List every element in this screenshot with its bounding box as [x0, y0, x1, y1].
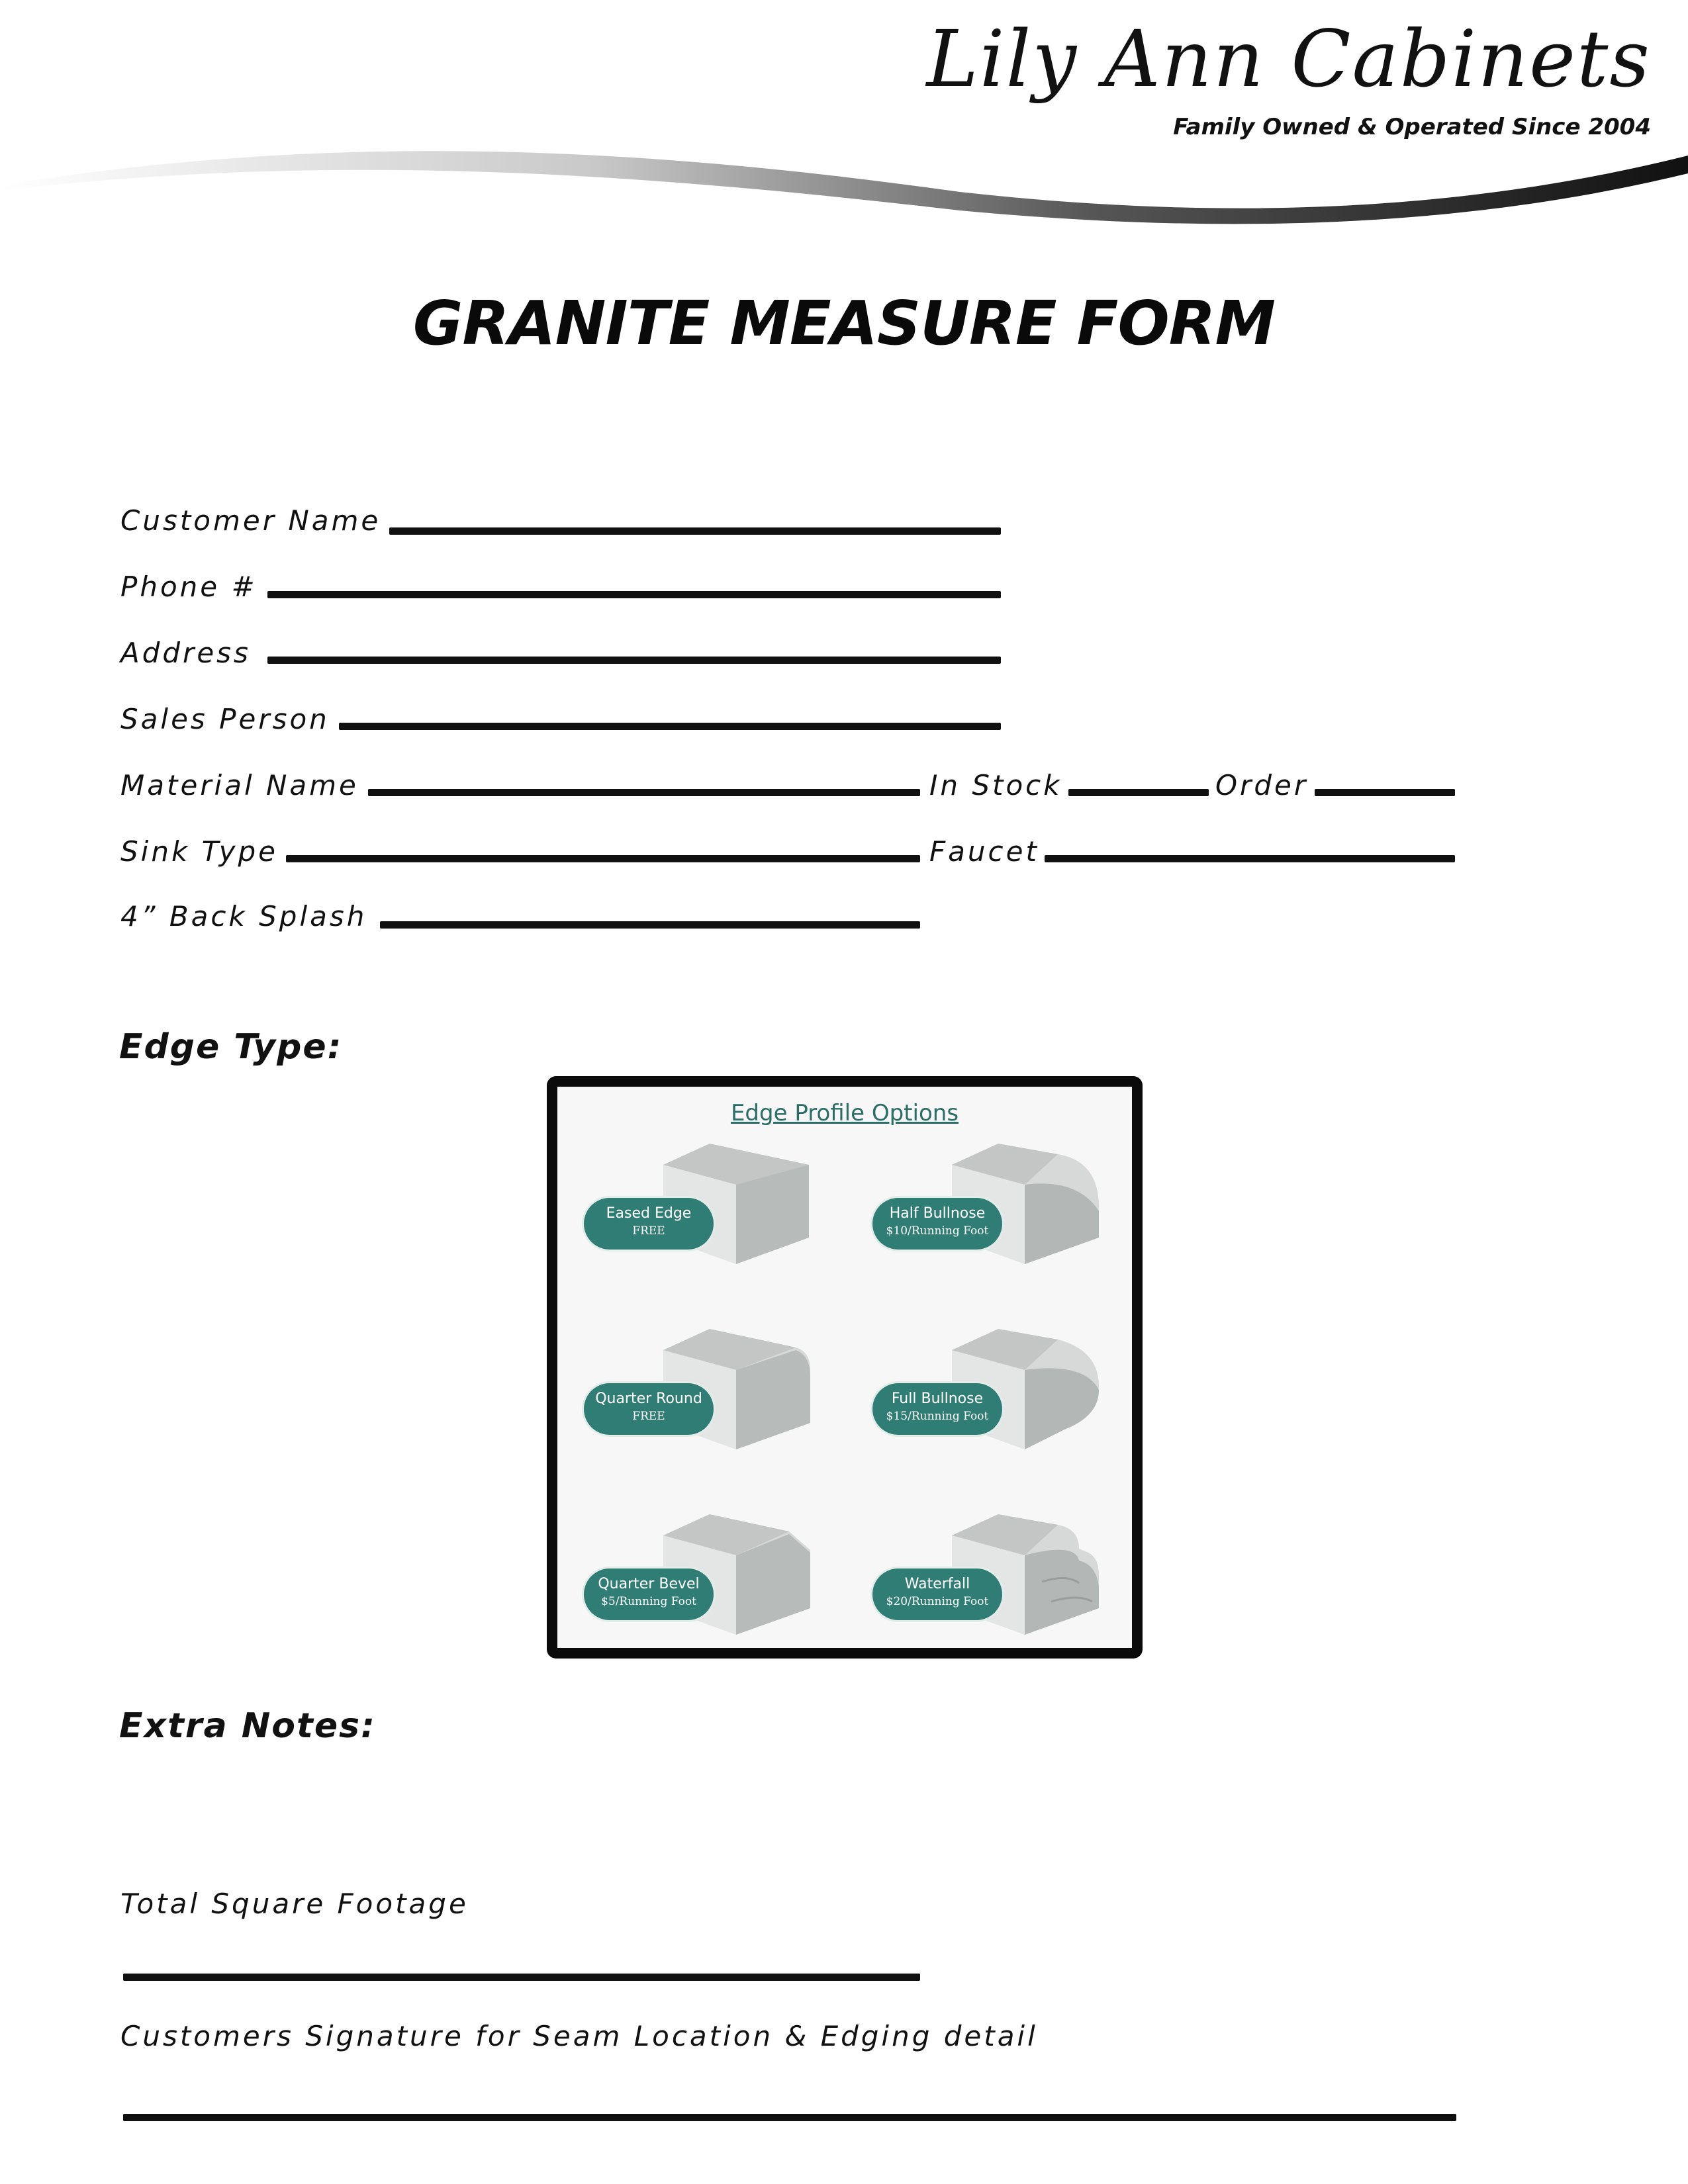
signature-label: Customers Signature for Seam Location & Edging detail [120, 2020, 1038, 2052]
sales-person-label: Sales Person [120, 703, 330, 735]
page-title: GRANITE MEASURE FORM [412, 288, 1276, 359]
edge-panel-title: Edge Profile Options [730, 1100, 959, 1126]
waterfall-name: Waterfall [904, 1576, 970, 1592]
customer-name-line[interactable] [389, 527, 1001, 535]
profile-quarter-round[interactable] [571, 1324, 849, 1476]
profile-quarter-bevel[interactable] [571, 1509, 849, 1661]
extra-notes-heading: Extra Notes: [119, 1706, 376, 1746]
eased-edge-name: Eased Edge [606, 1205, 692, 1222]
profile-waterfall[interactable] [859, 1509, 1137, 1661]
quarter-round-price: FREE [632, 1410, 665, 1423]
profile-half-bullnose[interactable] [859, 1138, 1137, 1291]
full-bullnose-price: $15/Running Foot [886, 1410, 989, 1423]
faucet-line[interactable] [1045, 855, 1455, 862]
in-stock-label: In Stock [929, 769, 1062, 801]
order-label: Order [1215, 769, 1309, 801]
eased-edge-price: FREE [632, 1224, 665, 1238]
half-bullnose-name: Half Bullnose [889, 1205, 986, 1222]
sales-person-line[interactable] [339, 723, 1001, 730]
edge-type-heading: Edge Type: [119, 1027, 343, 1067]
waterfall-tag [872, 1569, 1002, 1620]
eased-edge-tag [584, 1198, 714, 1250]
material-name-line[interactable] [368, 789, 920, 796]
faucet-label: Faucet [929, 835, 1039, 868]
signature-line[interactable] [123, 2114, 1456, 2121]
header-swoosh [0, 132, 1688, 232]
order-line[interactable] [1315, 789, 1455, 796]
quarter-bevel-price: $5/Running Foot [601, 1595, 696, 1608]
half-bullnose-price: $10/Running Foot [886, 1224, 989, 1238]
sink-type-label: Sink Type [120, 835, 278, 868]
material-name-label: Material Name [120, 769, 359, 801]
quarter-round-name: Quarter Round [595, 1390, 702, 1407]
quarter-bevel-tag [584, 1569, 714, 1620]
address-line[interactable] [267, 657, 1001, 664]
phone-label: Phone # [120, 570, 258, 603]
total-square-footage-label: Total Square Footage [120, 1888, 469, 1920]
customer-name-label: Customer Name [120, 504, 381, 537]
full-bullnose-tag [872, 1383, 1002, 1435]
total-square-footage-line[interactable] [123, 1974, 920, 1981]
address-label: Address [120, 637, 251, 669]
half-bullnose-tag [872, 1198, 1002, 1250]
back-splash-label: 4” Back Splash [120, 900, 367, 933]
phone-line[interactable] [267, 591, 1001, 598]
brand-tagline: Family Owned & Operated Since 2004 [1173, 114, 1651, 140]
back-splash-line[interactable] [380, 921, 920, 929]
brand-logo: Lily Ann Cabinets [926, 13, 1651, 105]
full-bullnose-name: Full Bullnose [891, 1390, 984, 1407]
in-stock-line[interactable] [1068, 789, 1209, 796]
quarter-bevel-name: Quarter Bevel [598, 1576, 700, 1592]
quarter-round-tag [584, 1383, 714, 1435]
sink-type-line[interactable] [286, 855, 920, 862]
profile-full-bullnose[interactable] [859, 1324, 1137, 1476]
waterfall-price: $20/Running Foot [886, 1595, 989, 1608]
profile-eased-edge[interactable] [571, 1138, 849, 1291]
extra-notes-area[interactable] [119, 1760, 1456, 1866]
edge-profile-panel [547, 1076, 1143, 1659]
